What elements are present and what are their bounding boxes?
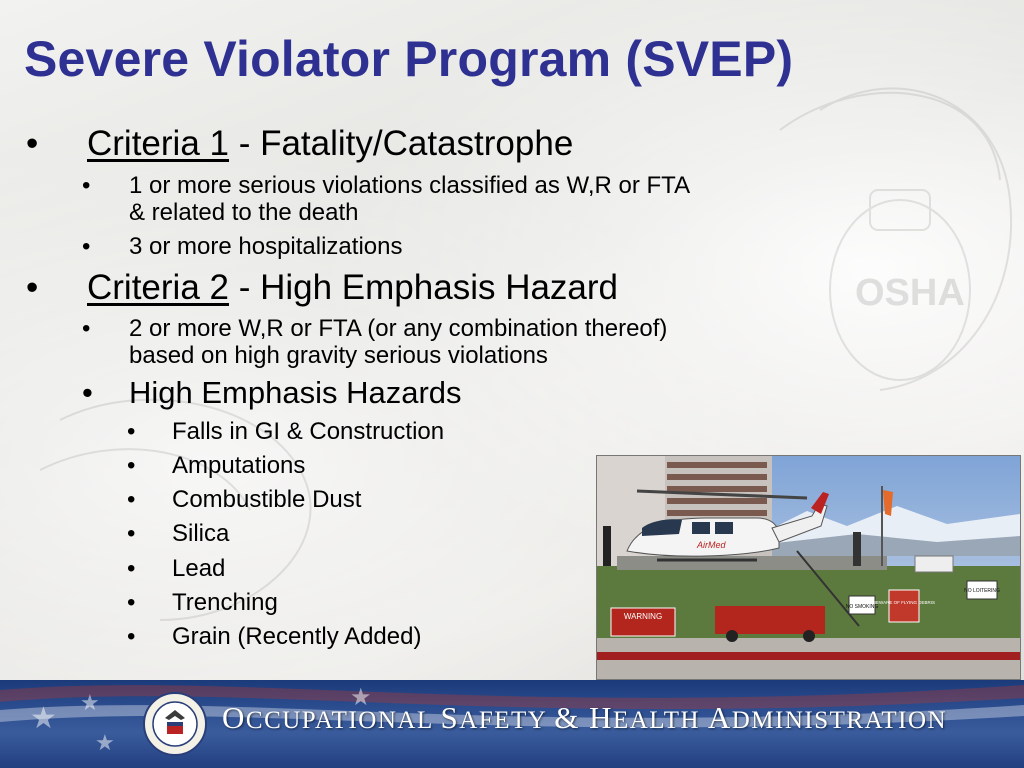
criteria-2-label: Criteria 2 xyxy=(87,268,229,307)
no-smoking-sign: NO SMOKING xyxy=(845,604,879,610)
dol-seal xyxy=(143,692,207,756)
criteria-1-label: Criteria 1 xyxy=(87,124,229,163)
slide-title: Severe Violator Program (SVEP) xyxy=(24,31,794,87)
no-loitering-sign: NO LOITERING xyxy=(964,588,1000,594)
helipad-photo-illustration xyxy=(597,456,1020,679)
bullet: • xyxy=(26,124,39,163)
criteria-2-description: - High Emphasis Hazard xyxy=(228,268,619,307)
osha-watermark-text: OSHA xyxy=(855,272,965,314)
warning-sign: WARNING xyxy=(623,612,663,621)
svg-text:★: ★ xyxy=(80,690,100,715)
criteria-1-description: - Fatality/Catastrophe xyxy=(228,124,574,163)
svg-text:★: ★ xyxy=(30,702,57,735)
beware-sign: BEWARE OF FLYING DEBRIS xyxy=(872,600,936,605)
helipad-photo xyxy=(596,455,1021,680)
bullet: • xyxy=(26,268,39,307)
helicopter-label: AirMed xyxy=(697,540,726,550)
svg-text:★: ★ xyxy=(350,684,372,711)
svg-text:★: ★ xyxy=(95,730,115,755)
osha-footer-text: OCCUPATIONAL SAFETY & HEALTH ADMINISTRATION xyxy=(222,700,948,735)
slide-content: • Criteria 1 - Fatality/Catastrophe • 1 or more serious violations classified as W,R or FTA & related to the death • 3 or more hospitalizations • Criteria 2 - High Emphasis Hazard • 2 or more W,R or FTA (or any combination thereof) based on high gravity serious violations • High Emphasis Hazards • Falls in GI & Construction • Amputations • Combustible Dust • Silica • Lead • Trenching • Grain (Recently Added) xyxy=(26,124,691,650)
